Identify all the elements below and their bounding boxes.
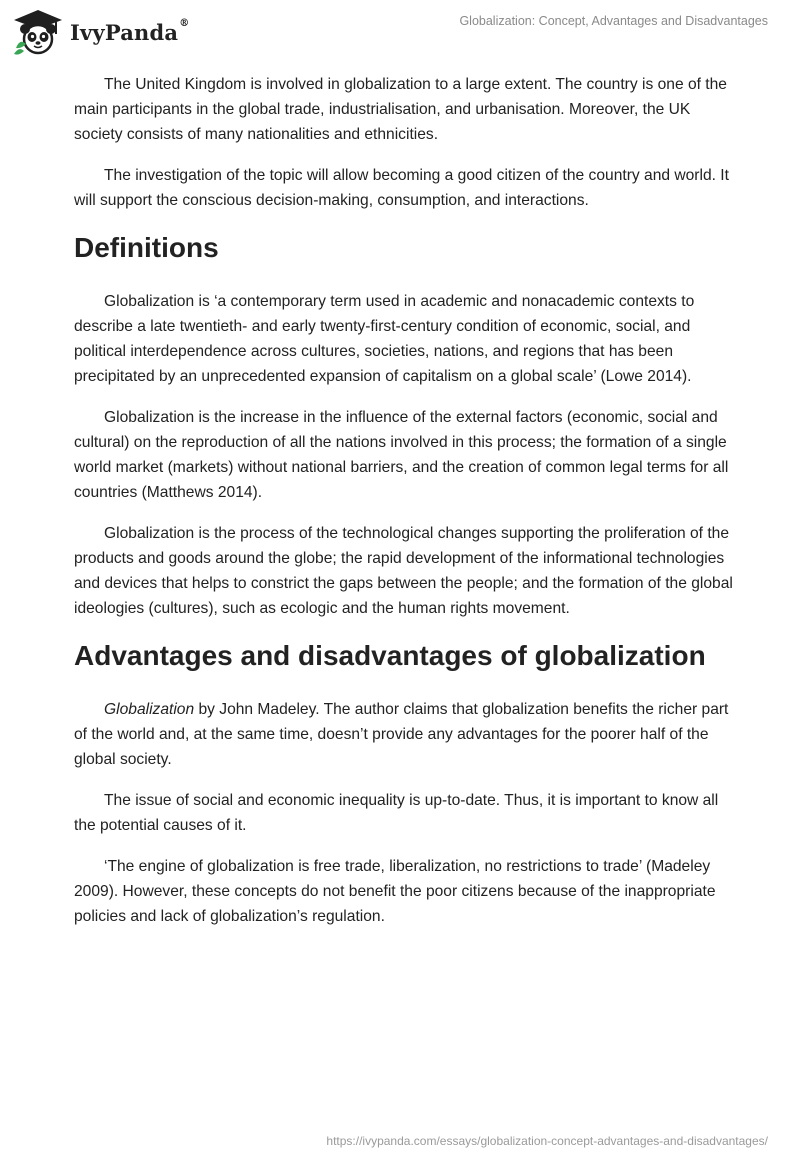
book-title: Globalization [104, 701, 195, 718]
essay-body [74, 72, 734, 945]
definition-paragraph: Globalization is ‘a contemporary term used in academic and nonacademic contexts to describe a late twentieth- and early twenty-first-century condition of economic, social, and political interdependence across cultures, societies, nations, and regions that has been precipitated by an unprecedented expansion of capitalism on a global scale’ (Lowe 2014). [74, 293, 695, 385]
advantages-paragraph: ‘The engine of globalization is free trade, liberalization, no restrictions to trade’ (Madeley 2009). However, these concepts do not benefit the poor citizens because of the inappropriate policies and lack of globalization’s regulation. [74, 858, 716, 925]
book-summary-text: by John Madeley. The author claims that globalization benefits the richer part of the world and, at the same time, doesn’t provide any advantages for the poorer half of the global society. [74, 701, 729, 768]
logo-wordmark: IvyPanda® [70, 17, 190, 45]
source-url[interactable]: https://ivypanda.com/essays/globalization-concept-advantages-and-disadvantages/ [326, 1134, 768, 1148]
advantages-heading: Advantages and disadvantages of globalization [74, 640, 706, 671]
intro-paragraph: The investigation of the topic will allow becoming a good citizen of the country and world. It will support the conscious decision-making, consumption, and interactions. [74, 167, 729, 209]
ivypanda-logo[interactable] [12, 8, 189, 56]
definitions-heading: Definitions [74, 232, 219, 263]
definition-paragraph: Globalization is the increase in the influence of the external factors (economic, social and cultural) on the reproduction of all the nations involved in this process; the formation of a single world market (markets) without national barriers, and the creation of common legal terms for all countries (Matthews 2014). [74, 409, 729, 501]
document-title: Globalization: Concept, Advantages and Disadvantages [459, 14, 768, 28]
panda-graduate-icon [12, 8, 64, 56]
book-summary-paragraph [74, 697, 734, 772]
definition-paragraph: Globalization is the process of the technological changes supporting the proliferation of the products and goods around the globe; the rapid development of the informational technologies and devices that helps to constrict the gaps between the people; and the formation of the global ideologies (cultures), such as ecologic and the human rights movement. [74, 525, 733, 617]
intro-paragraph: The United Kingdom is involved in globalization to a large extent. The country is one of the main participants in the global trade, industrialisation, and urbanisation. Moreover, the UK society consists of many nationalities and ethnicities. [74, 76, 727, 143]
advantages-paragraph: The issue of social and economic inequality is up-to-date. Thus, it is important to know all the potential causes of it. [74, 792, 719, 834]
page-header [0, 0, 800, 64]
